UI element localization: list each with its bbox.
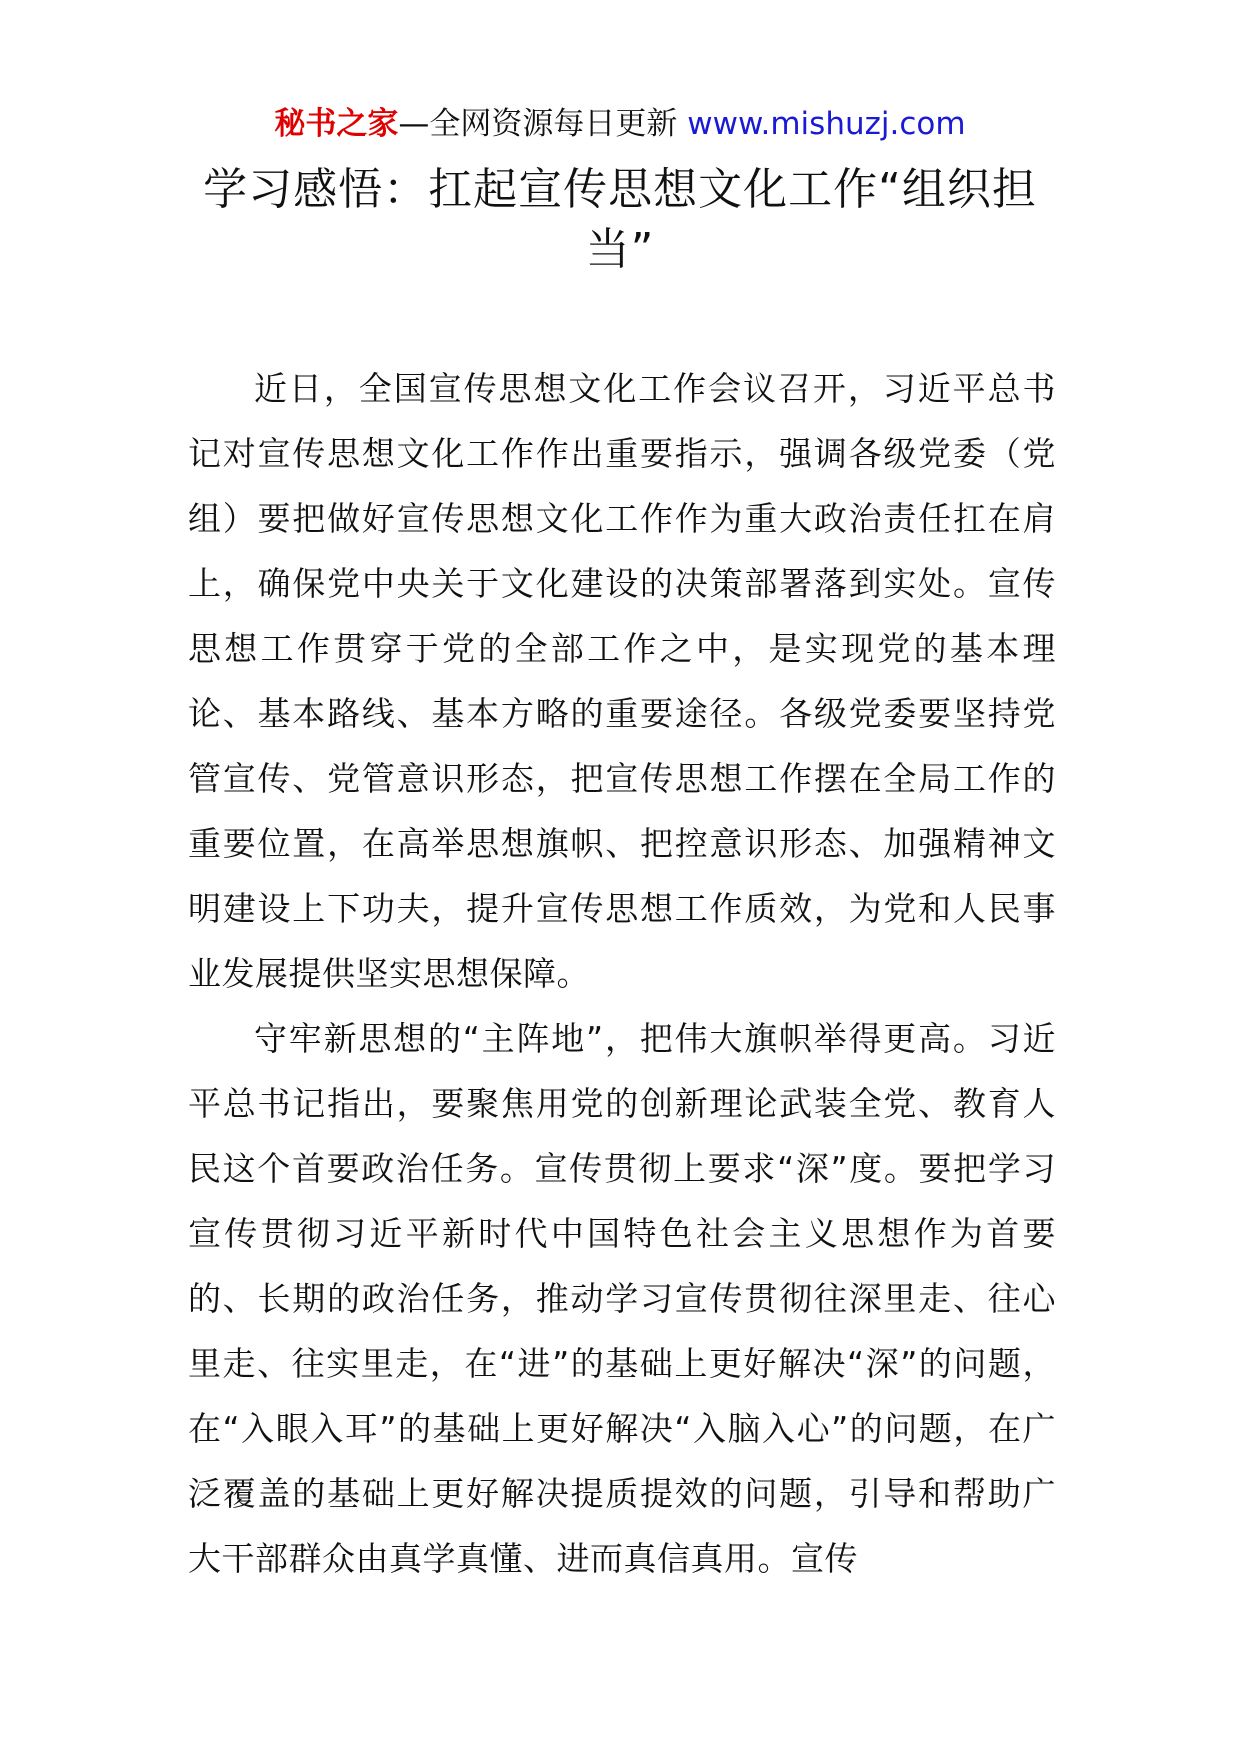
header-tagline: —全网资源每日更新 xyxy=(398,106,688,142)
site-url-link[interactable]: www.mishuzj.com xyxy=(687,106,966,142)
paragraph-2: 守牢新思想的“主阵地”，把伟大旗帜举得更高。习近平总书记指出，要聚焦用党的创新理论武装全党、教育人民这个首要政治任务。宣传贯彻上要求“深”度。要把学习宣传贯彻习近平新时代中国特色社会主义思想作为首要的、长期的政治任务，推动学习宣传贯彻往深里走、往心里走、往实里走，在“进”的基础上更好解决“深”的问题，在“入眼入耳”的基础上更好解决“入脑入心”的问题，在广泛覆盖的基础上更好解决提质提效的问题，引导和帮助广大干部群众由真学真懂、进而真信真用。宣传 xyxy=(188,1019,1056,1578)
paragraph-1: 近日，全国宣传思想文化工作会议召开，习近平总书记对宣传思想文化工作作出重要指示，强调各级党委（党组）要把做好宣传思想文化工作作为重大政治责任扛在肩上，确保党中央关于文化建设的决策部署落到实处。宣传思想工作贯穿于党的全部工作之中，是实现党的基本理论、基本路线、基本方略的重要途径。各级党委要坚持党管宣传、党管意识形态，把宣传思想工作摆在全局工作的重要位置，在高举思想旗帜、把控意识形态、加强精神文明建设上下功夫，提升宣传思想工作质效，为党和人民事业发展提供坚实思想保障。 xyxy=(188,369,1056,993)
document-body xyxy=(188,356,1056,1591)
brand-name: 秘书之家 xyxy=(274,106,399,142)
site-header xyxy=(0,102,1240,146)
document-title: 学习感悟：扛起宣传思想文化工作“组织担当” xyxy=(203,164,1037,275)
